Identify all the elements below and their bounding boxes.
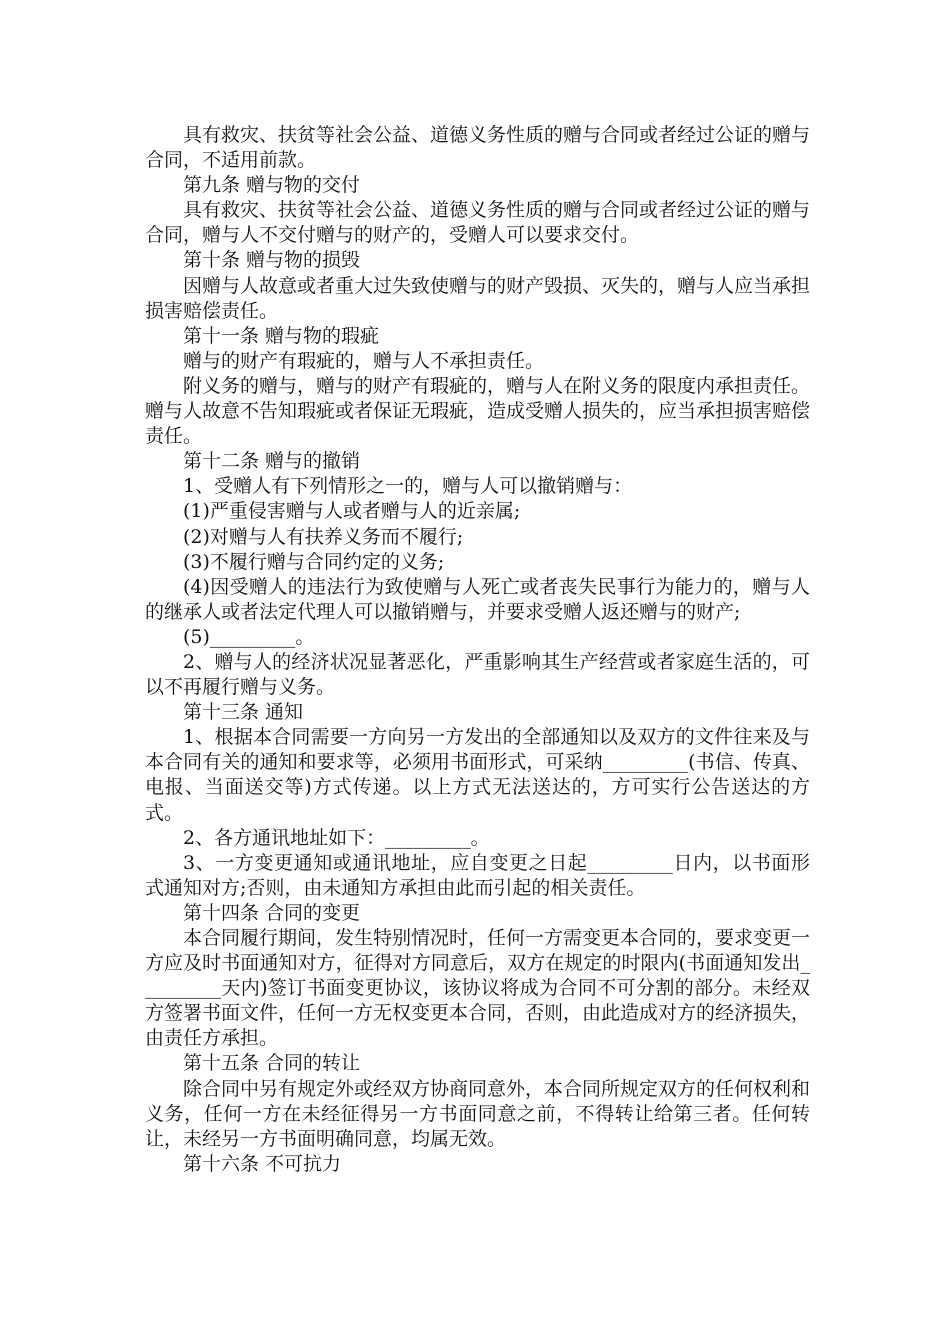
paragraph: 本合同履行期间，发生特别情况时，任何一方需变更本合同的，要求变更一方应及时书面通知对方，征得对方同意后，双方在规定的时限内(书面通知发出_________天内)签订书面变更协议，该协议将成为合同不可分割的部分。未经双方签署书面文件，任何一方无权变更本合同，否则，由此造成对方的经济损失，由责任方承担。	[145, 927, 811, 1050]
paragraph: 3、一方变更通知或通讯地址，应自变更之日起_________日内，以书面形式通知对方;否则，由未通知方承担由此而引起的相关责任。	[145, 851, 810, 899]
list-item: (3)不履行赠与合同约定的义务;	[183, 550, 445, 573]
paragraph: 赠与的财产有瑕疵的，赠与人不承担责任。	[183, 349, 545, 372]
paragraph: 具有救灾、扶贫等社会公益、道德义务性质的赠与合同或者经过公证的赠与合同，赠与人不交付赠与的财产的，受赠人可以要求交付。	[145, 199, 811, 247]
list-item: (2)对赠与人有扶养义务而不履行;	[183, 525, 464, 548]
paragraph: 除合同中另有规定外或经双方协商同意外，本合同所规定双方的任何权利和义务，任何一方在未经征得另一方书面同意之前，不得转让给第三者。任何转让，未经另一方书面明确同意，均属无效。	[145, 1077, 811, 1150]
paragraph: 具有救灾、扶贫等社会公益、道德义务性质的赠与合同或者经过公证的赠与合同，不适用前款。	[145, 124, 811, 172]
article-heading: 第十一条 赠与物的瑕疵	[183, 324, 380, 347]
paragraph: 2、各方通讯地址如下：_________。	[183, 826, 490, 849]
list-item: (1)严重侵害赠与人或者赠与人的近亲属;	[183, 500, 521, 523]
article-heading: 第十四条 合同的变更	[183, 901, 361, 924]
paragraph: 1、根据本合同需要一方向另一方发出的全部通知以及双方的文件往来及与本合同有关的通知和要求等，必须用书面形式，可采纳_________(书信、传真、电报、当面送交等)方式传递。以上方式无法送达的，方可实行公告送达的方式。	[145, 726, 810, 824]
paragraph: 1、受赠人有下列情形之一的，赠与人可以撤销赠与：	[183, 475, 633, 498]
paragraph: 2、赠与人的经济状况显著恶化，严重影响其生产经营或者家庭生活的，可以不再履行赠与义务。	[145, 650, 810, 699]
paragraph: 附义务的赠与，赠与的财产有瑕疵的，赠与人在附义务的限度内承担责任。赠与人故意不告知瑕疵或者保证无瑕疵，造成受赠人损失的，应当承担损害赔偿责任。	[145, 374, 811, 448]
article-heading: 第十二条 赠与的撤销	[183, 450, 361, 473]
paragraph: 因赠与人故意或者重大过失致使赠与的财产毁损、灭失的，赠与人应当承担损害赔偿责任。	[145, 274, 811, 322]
document-page	[145, 123, 810, 1177]
article-heading: 第十条 赠与物的损毁	[183, 249, 361, 272]
article-heading: 第十六条 不可抗力	[183, 1152, 342, 1175]
article-heading: 第九条 赠与物的交付	[183, 174, 361, 197]
list-item: (4)因受赠人的违法行为致使赠与人死亡或者丧失民事行为能力的，赠与人的继承人或者法定代理人可以撤销赠与，并要求受赠人返还赠与的财产;	[145, 575, 810, 623]
list-item: (5)_________。	[183, 625, 315, 648]
article-heading: 第十五条 合同的转让	[183, 1052, 361, 1075]
article-heading: 第十三条 通知	[183, 701, 304, 724]
